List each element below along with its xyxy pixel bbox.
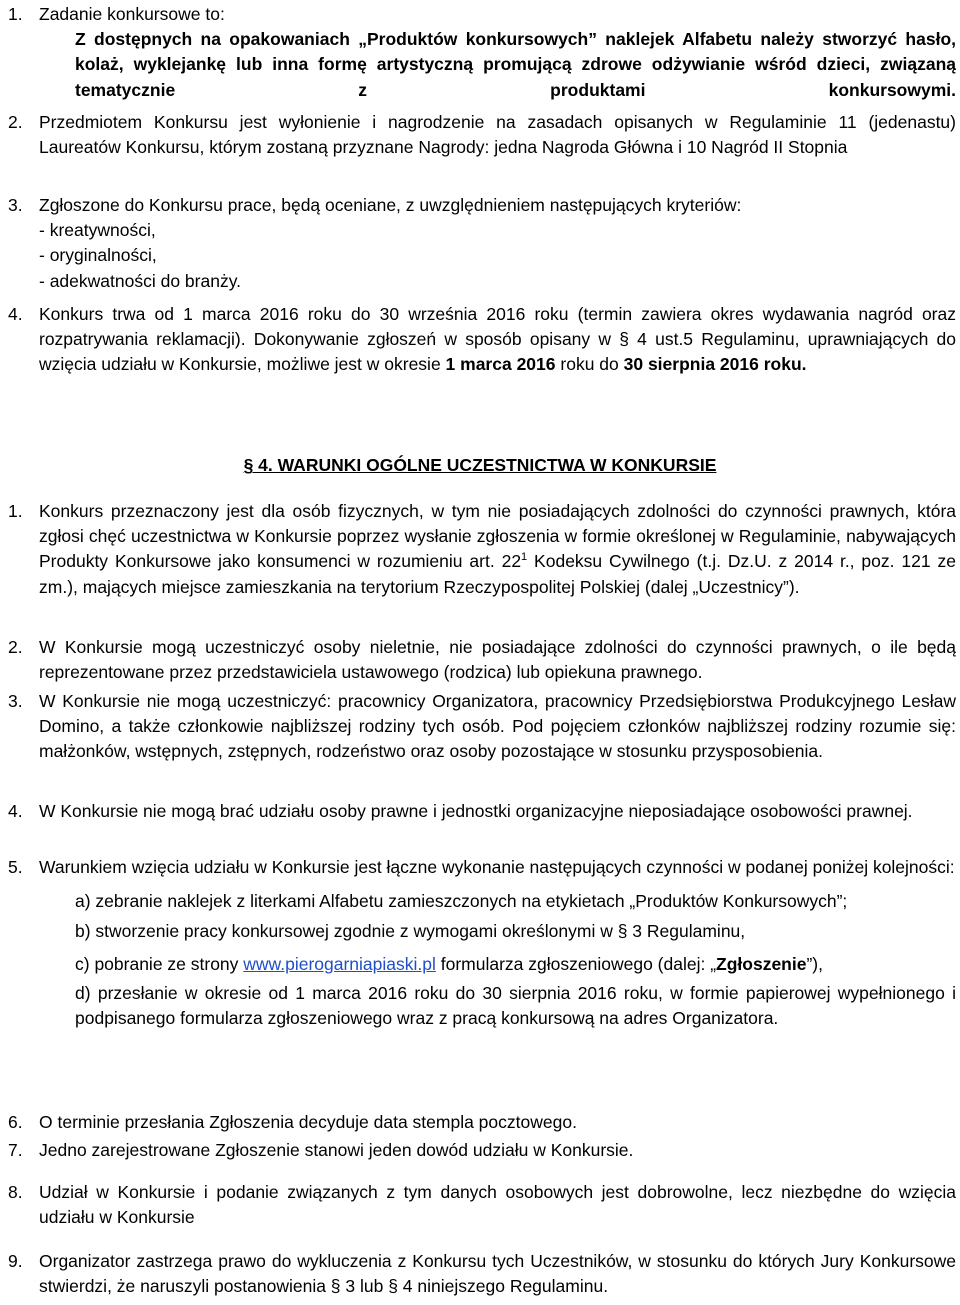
criterion: - oryginalności,: [39, 245, 157, 266]
sub-item-c-text: ”),: [806, 953, 823, 974]
item-number: 2.: [8, 637, 23, 657]
item-number: 1.: [8, 4, 23, 24]
item-text: Jedno zarejestrowane Zgłoszenie stanowi jeden dowód udziału w Konkursie.: [39, 1140, 634, 1160]
list-item: [0, 193, 960, 294]
item-number: 3.: [8, 195, 23, 215]
criterion: - kreatywności,: [39, 220, 156, 241]
item-number: 2.: [8, 112, 23, 132]
item-text: Warunkiem wzięcia udziału w Konkursie jest łączne wykonanie następujących czynności w podanej poniżej kolejności:: [39, 857, 955, 877]
item-number: 3.: [8, 691, 23, 711]
item-text: Konkurs trwa od 1 marca 2016 roku do 30 września 2016 roku (termin zawiera okres wydawania nagród oraz rozpatrywania reklamacji). Dokonywanie zgłoszeń w sposób opisany w § 4 ust.5 Regulaminu, uprawniających do wzięcia udziału w Konkursie, możliwe jest w okresie: [39, 304, 956, 375]
list-item: [0, 1138, 960, 1163]
item-text: Konkurs przeznaczony jest dla osób fizycznych, w tym nie posiadających zdolności do czynności prawnych, która zgłosi chęć uczestnictwa w Konkursie poprzez wysłanie zgłoszenia w formie określonej w Regulaminie, nabywających Produkty Konkursowe jako konsumenci w rozumieniu art. 22: [39, 501, 956, 572]
list-item: [0, 1180, 960, 1230]
sub-item-d: d) przesłanie w okresie od 1 marca 2016 roku do 30 sierpnia 2016 roku, w formie papierowej wypełnionego i podpisanego formularza zgłoszeniowego wraz z pracą konkursową na adres Organizatora.: [75, 982, 956, 1029]
sub-item-b: b) stworzenie pracy konkursowej zgodnie z wymogami określonymi w § 3 Regulaminu,: [75, 921, 746, 942]
list-item: [0, 1249, 960, 1299]
item-text: O terminie przesłania Zgłoszenia decyduje data stempla pocztowego.: [39, 1112, 577, 1132]
list-item: [0, 499, 960, 600]
list-item: [0, 302, 960, 378]
list-item: [0, 110, 960, 160]
item-text: Przedmiotem Konkursu jest wyłonienie i nagrodzenie na zasadach opisanych w Regulaminie 11 (jedenastu) Laureatów Konkursu, którym zostaną przyznane Nagrody: jedna Nagroda Główna i 10 Nagród II Stopnia: [39, 112, 956, 158]
sub-item-c-text: c) pobranie ze strony: [75, 953, 244, 974]
list-item: [0, 855, 960, 1031]
item-number: 4.: [8, 304, 23, 324]
list-item: [0, 635, 960, 685]
item-number: 6.: [8, 1112, 23, 1132]
item-text: W Konkursie nie mogą uczestniczyć: pracownicy Organizatora, pracownicy Przedsiębiorstwa Produkcyjnego Lesław Domino, a także członkowie najbliższej rodziny tych osób. Pod pojęciem członków najbliższej rodziny rozumie się: małżonków, wstępnych, zstępnych, rodzeństwo oraz osoby pozostające w stosunku przysposobienia.: [39, 691, 956, 762]
item-text: Udział w Konkursie i podanie związanych z tym danych osobowych jest dobrowolne, lecz niezbędne do wzięcia udziału w Konkursie: [39, 1182, 956, 1228]
item-text: Zgłoszone do Konkursu prace, będą oceniane, z uwzględnieniem następujących kryteriów:: [39, 195, 742, 215]
item-text: roku do: [555, 354, 624, 375]
intro-line: Zadanie konkursowe to:: [39, 4, 225, 24]
sub-item-a: a) zebranie naklejek z literkami Alfabetu zamieszczonych na etykietach „Produktów Konkursowych”;: [75, 891, 848, 912]
item-text: W Konkursie nie mogą brać udziału osoby prawne i jednostki organizacyjne nieposiadające osobowości prawnej.: [39, 801, 913, 821]
section-heading: § 4. WARUNKI OGÓLNE UCZESTNICTWA W KONKURSIE: [243, 455, 717, 475]
term-bold: Zgłoszenie: [716, 953, 807, 974]
item-number: 7.: [8, 1140, 23, 1160]
item-number: 1.: [8, 501, 23, 521]
website-link[interactable]: www.pierogarniapiaski.pl: [243, 953, 436, 974]
intro-bold-text: Z dostępnych na opakowaniach „Produktów konkursowych” naklejek Alfabetu należy stworzyć hasło, kolaż, wyklejankę lub inna formę artystyczną promującą zdrowe odżywianie wśród dzieci, związaną tematycznie z produktami konkursowymi.: [75, 29, 956, 100]
sub-item-c-text: formularza zgłoszeniowego (dalej: „: [435, 953, 717, 974]
sub-item-c: [75, 952, 956, 977]
item-text: Organizator zastrzega prawo do wykluczenia z Konkursu tych Uczestników, w stosunku do których Jury Konkursowe stwierdzi, że naruszyli postanowienia § 3 lub § 4 niniejszego Regulaminu.: [39, 1251, 956, 1297]
item-number: 5.: [8, 857, 23, 877]
date-bold: 1 marca 2016: [445, 354, 556, 375]
date-bold: 30 sierpnia 2016 roku.: [623, 354, 807, 375]
criterion: - adekwatności do branży.: [39, 270, 242, 291]
list-item: [0, 799, 960, 824]
item-number: 9.: [8, 1251, 23, 1271]
item-number: 4.: [8, 801, 23, 821]
list-item: [0, 689, 960, 765]
item-text: W Konkursie mogą uczestniczyć osoby nieletnie, nie posiadające zdolności do czynności prawnych, o ile będą reprezentowane przez przedstawiciela ustawowego (rodzica) lub opiekuna prawnego.: [39, 637, 956, 683]
item-text: Kodeksu Cywilnego (t.j. Dz.U. z 2014 r., poz. 121 ze zm.), mających miejsce zamieszkania na terytorium Rzeczypospolitej Polskiej (dalej „Uczestnicy”).: [39, 551, 956, 597]
superscript: 1: [521, 551, 528, 564]
item-number: 8.: [8, 1182, 23, 1202]
list-item: [0, 1110, 960, 1135]
